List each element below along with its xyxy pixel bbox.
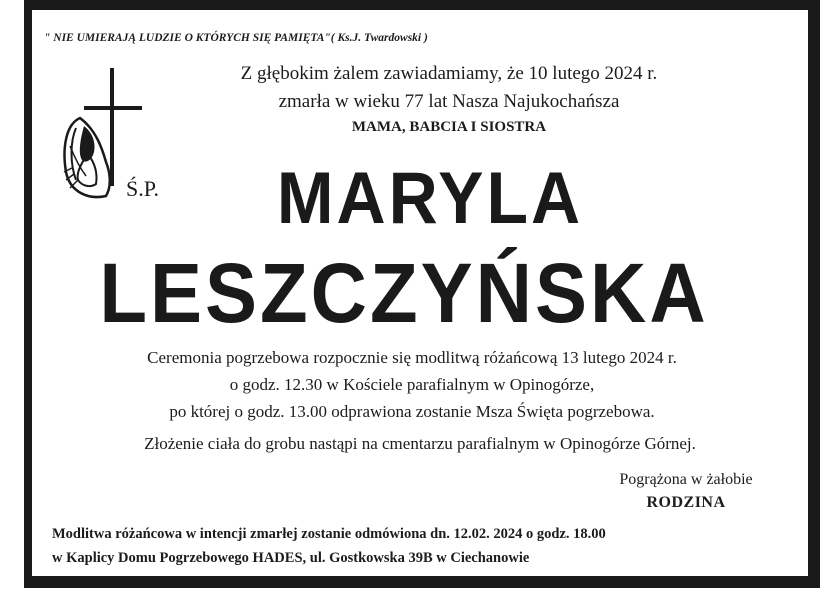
announcement: [194, 60, 704, 138]
first-name: MARYLA: [276, 156, 584, 240]
relation-text: MAMA, BABCIA I SIOSTRA: [351, 119, 547, 135]
ceremony-details: [62, 344, 762, 425]
last-name: LESZCZYŃSKA: [99, 245, 709, 341]
burial-text: Złożenie ciała do grobu nastąpi na cmentarzu parafialnym w Opinogórze Górnej.: [144, 434, 696, 453]
prefix-sp: Ś.P.: [126, 176, 160, 201]
announcement-line-1: Z głębokim żalem zawiadamiamy, że 10 lutego 2024 r.: [240, 63, 658, 84]
footer-line-2: w Kaplicy Domu Pogrzebowego HADES, ul. Gostkowska 39B w Ciechanowie: [52, 550, 530, 566]
mourners-intro: Pogrążona w żałobie: [619, 471, 753, 488]
motto-quote: " NIE UMIERAJĄ LUDZIE O KTÓRYCH SIĘ PAMIĘTA"( Ks.J. Twardowski ): [44, 32, 428, 44]
mourners: [566, 468, 806, 514]
ceremony-line-2: o godz. 12.30 w Kościele parafialnym w Opinogórze,: [229, 375, 595, 394]
obituary-card: [32, 10, 808, 576]
ceremony-line-1: Ceremonia pogrzebowa rozpocznie się modlitwą różańcową 13 lutego 2024 r.: [147, 348, 677, 367]
footer-note: [52, 522, 606, 570]
footer-line-1: Modlitwa różańcowa w intencji zmarłej zostanie odmówiona dn. 12.02. 2024 o godz. 18.00: [52, 526, 606, 542]
announcement-line-2: zmarła w wieku 77 lat Nasza Najukochańsza: [278, 91, 620, 112]
ceremony-line-3: po której o godz. 13.00 odprawiona zostanie Msza Święta pogrzebowa.: [169, 402, 655, 421]
mourners-family: RODZINA: [646, 494, 726, 511]
